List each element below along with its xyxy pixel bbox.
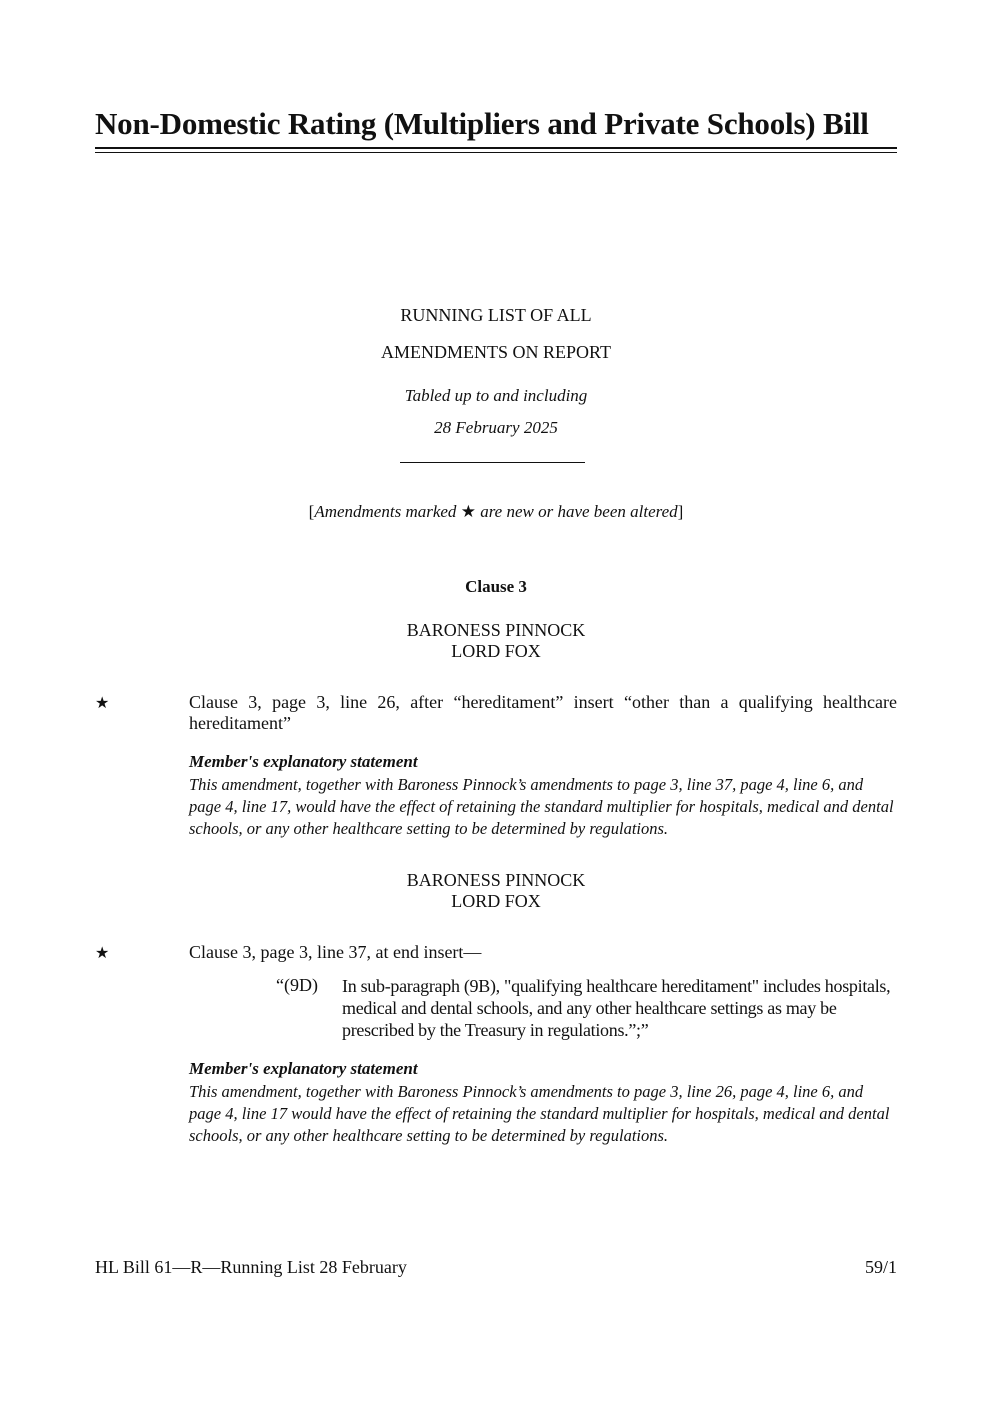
star-icon: ★ [95,695,110,712]
title-rule-thin [95,152,897,153]
inserted-paragraph-number: “(9D) [276,975,318,995]
note-bracket-open: [ [308,502,315,521]
star-icon: ★ [95,945,110,962]
bill-title: Non-Domestic Rating (Multipliers and Private Schools) Bill [95,106,869,141]
sponsor-1: BARONESS PINNOCK [406,870,586,890]
heading-line-2: AMENDMENTS ON REPORT [381,342,611,362]
tabled-line-2: 28 February 2025 [434,418,558,437]
explanatory-statement: This amendment, together with Baroness Pinnock’s amendments to page 3, line 26, page 4, line 6, and page 4, line 17 would have the effect of retaining the standard multiplier for hospitals, medical and dental schools, or any other healthcare setting to be determined by regulations. [189,1082,890,1145]
sponsor-2: LORD FOX [451,891,541,911]
tabled-line-1: Tabled up to and including [404,386,588,405]
amendment-text: Clause 3, page 3, line 37, at end insert— [189,942,482,962]
title-rule-thick [95,147,897,149]
star-icon: ★ [460,502,476,521]
statement-heading: Member's explanatory statement [189,1059,418,1078]
separator-rule [400,462,585,463]
heading-line-1: RUNNING LIST OF ALL [400,305,592,325]
note-text-1: Amendments marked [314,502,461,521]
amendment-text: Clause 3, page 3, line 26, after “hereditament” insert “other than a qualifying healthcare hereditament” [189,692,897,733]
inserted-paragraph-text: In sub-paragraph (9B), "qualifying healthcare hereditament" includes hospitals, medical and dental schools, and any other healthcare settings as may be prescribed by the Treasury in regulations.”;” [342,976,891,1040]
clause-heading: Clause 3 [465,577,527,596]
statement-heading: Member's explanatory statement [189,752,418,771]
sponsor-2: LORD FOX [451,641,541,661]
explanatory-statement: This amendment, together with Baroness Pinnock’s amendments to page 3, line 37, page 4, line 6, and page 4, line 17, would have the effect of retaining the standard multiplier for hospitals, medical and dental schools, or any other healthcare setting to be determined by regulations. [189,775,894,838]
sponsor-1: BARONESS PINNOCK [406,620,586,640]
footer-page-number: 59/1 [864,1257,897,1277]
note-text-2: are new or have been altered [475,502,678,521]
note-bracket-close: ] [677,502,684,521]
footer-bill-reference: HL Bill 61—R—Running List 28 February [95,1257,407,1277]
amendment-note [95,501,897,522]
